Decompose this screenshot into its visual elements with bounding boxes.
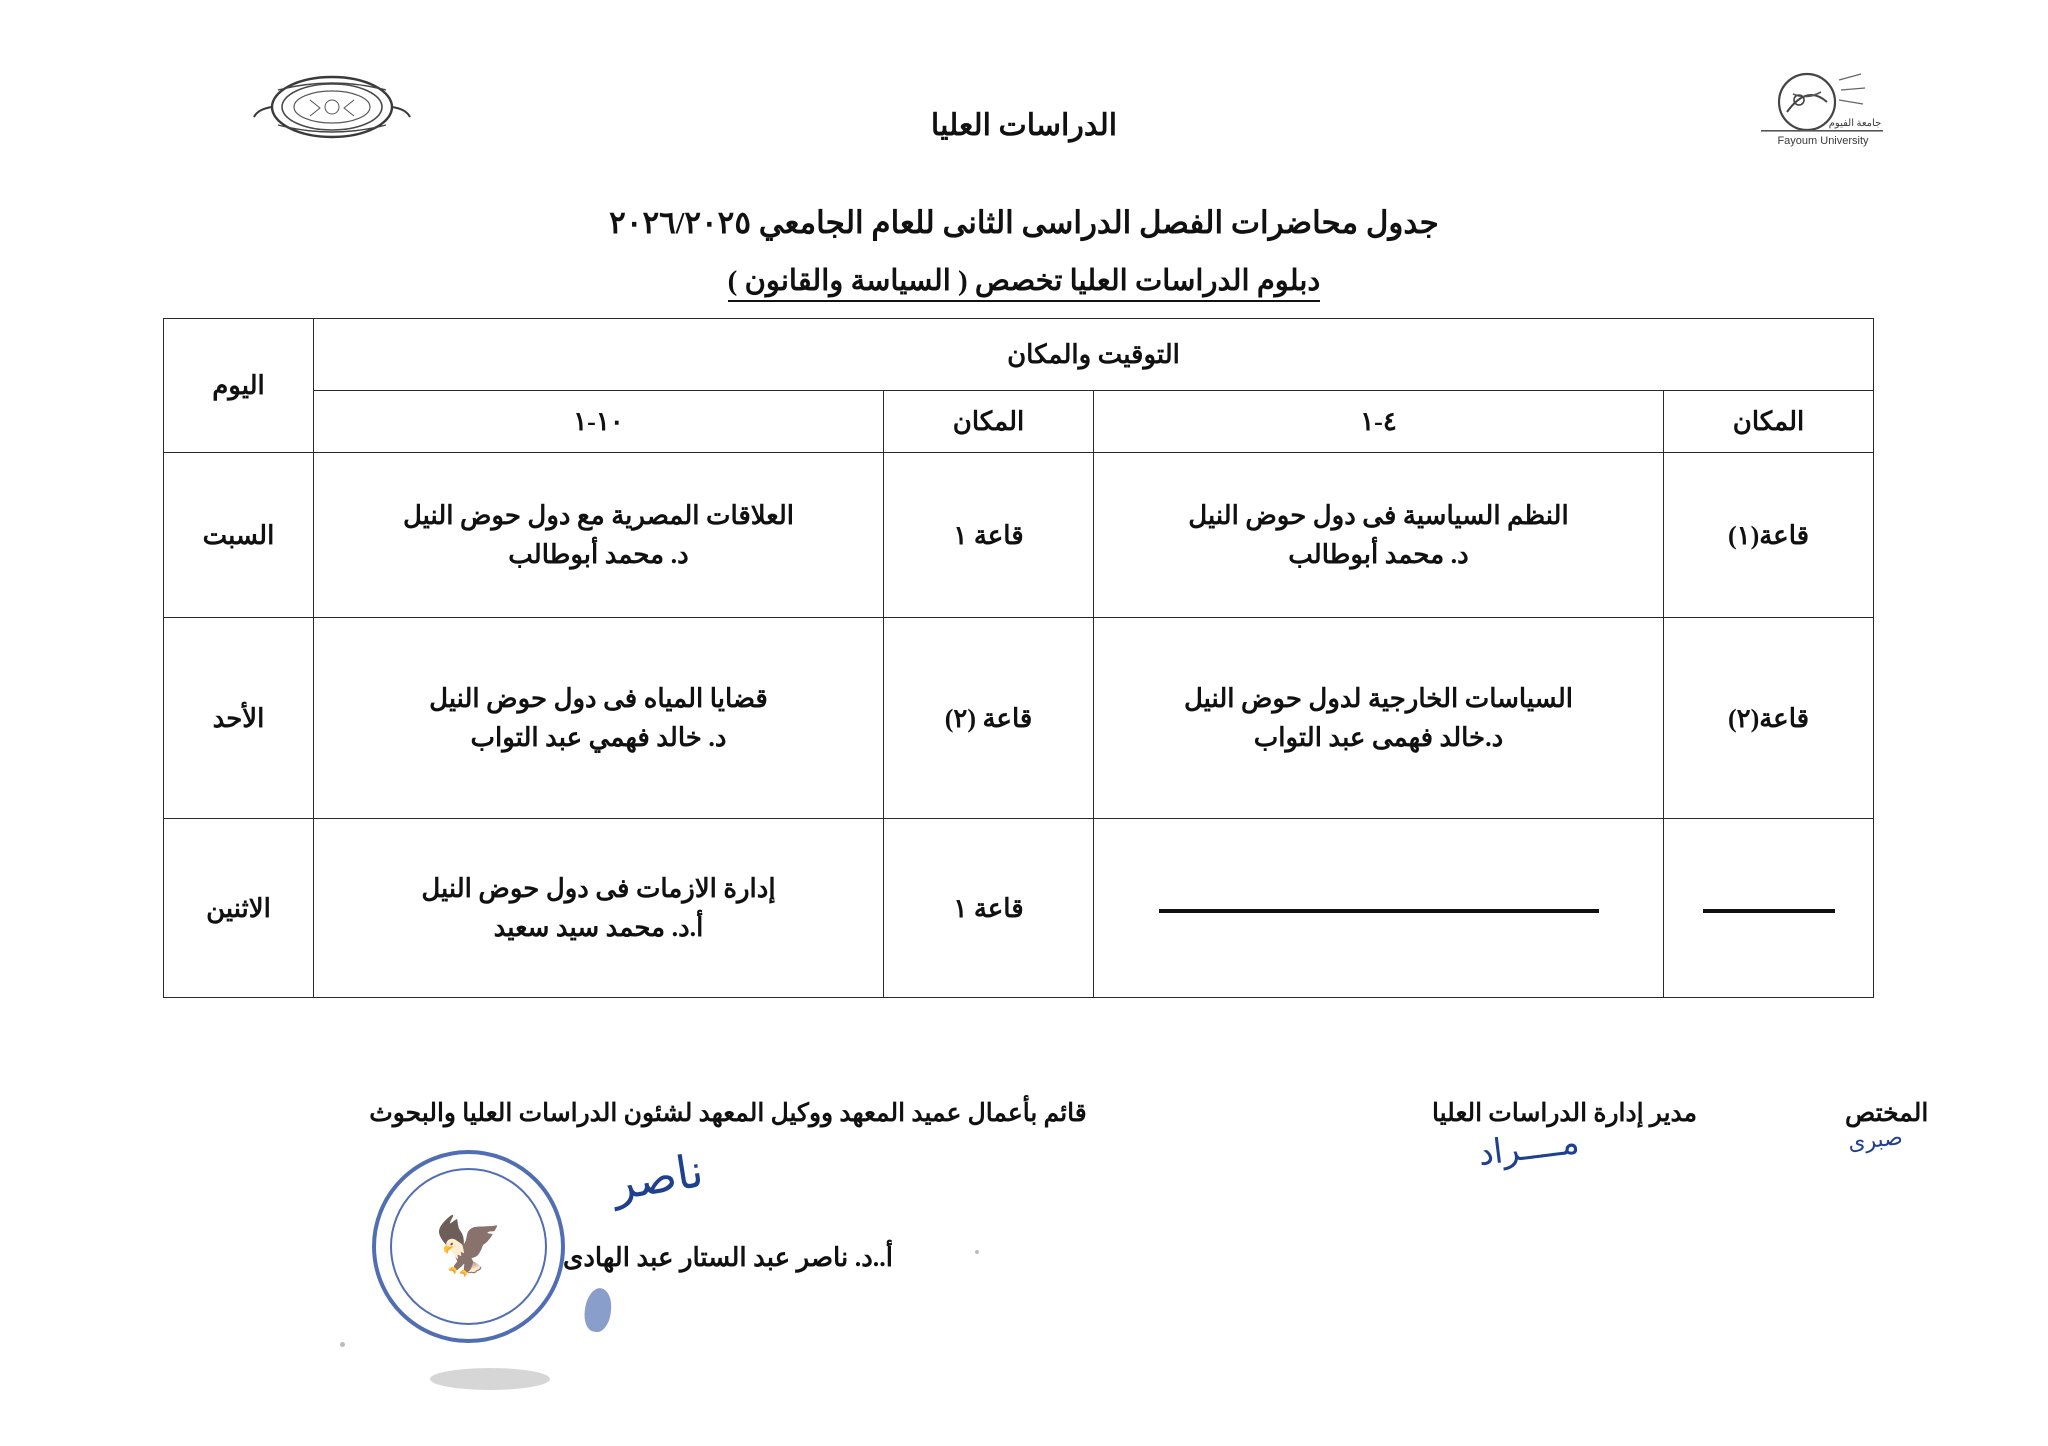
scan-speck — [340, 1342, 345, 1347]
cell-day: الأحد — [163, 618, 313, 819]
header-place-slot1: المكان — [884, 391, 1094, 453]
table-header-row-1 — [163, 319, 1873, 391]
scan-speck — [975, 1250, 979, 1254]
svg-text:Fayoum University: Fayoum University — [1777, 135, 1869, 147]
ink-smudge — [582, 1286, 614, 1333]
header-place-slot2: المكان — [1664, 391, 1874, 453]
instructor-name: د. خالد فهمي عبد التواب — [470, 723, 727, 752]
instructor-name: أ.د. محمد سيد سعيد — [493, 913, 704, 942]
page-title-line2 — [0, 263, 2048, 298]
cell-place-slot2: قاعة(١) — [1664, 453, 1874, 618]
svg-text:جامعة الفيوم: جامعة الفيوم — [1828, 118, 1882, 129]
table-row — [163, 819, 1873, 998]
course-name: قضايا المياه فى دول حوض النيل — [429, 684, 768, 713]
page-title-line2-underlined: دبلوم الدراسات العليا تخصص ( السياسة والقانون ) — [728, 265, 1321, 302]
cell-place-slot1: قاعة ١ — [884, 453, 1094, 618]
header-slot2-time: ٤-١ — [1094, 391, 1664, 453]
official-stamp — [372, 1150, 565, 1343]
cell-day: السبت — [163, 453, 313, 618]
empty-placeholder-dash — [1159, 909, 1599, 913]
course-name: النظم السياسية فى دول حوض النيل — [1188, 501, 1569, 530]
header-day: اليوم — [163, 319, 313, 453]
cell-course-slot2-empty — [1094, 819, 1664, 998]
table-row — [163, 453, 1873, 618]
cell-place-slot2-empty — [1664, 819, 1874, 998]
schedule-table-wrapper — [184, 318, 1874, 998]
cell-course-slot1 — [313, 618, 883, 819]
cell-course-slot1 — [313, 453, 883, 618]
footer-specialist-label: المختص — [1845, 1100, 1929, 1127]
instructor-name: د. محمد أبوطالب — [1288, 540, 1469, 569]
table-header-row-2 — [163, 391, 1873, 453]
footer-gs-director-title: مدير إدارة الدراسات العليا — [1432, 1100, 1698, 1127]
dean-signature: ناصر — [608, 1143, 707, 1211]
empty-placeholder-dash — [1703, 909, 1835, 913]
footer-dean-name: أ..د. ناصر عبد الستار عبد الهادى — [562, 1243, 894, 1272]
header-slot1-time: ١٠-١ — [313, 391, 883, 453]
page-title-line1: جدول محاضرات الفصل الدراسى الثانى للعام الجامعي ٢٠٢٦/٢٠٢٥ — [609, 205, 1439, 240]
cell-course-slot2 — [1094, 618, 1664, 819]
instructor-name: د. محمد أبوطالب — [508, 540, 689, 569]
cell-place-slot2: قاعة(٢) — [1664, 618, 1874, 819]
header-graduate-studies-label: الدراسات العليا — [930, 109, 1118, 142]
cell-place-slot1: قاعة ١ — [884, 819, 1094, 998]
scan-artifact — [430, 1368, 550, 1390]
gs-director-signature: مــــراد — [1475, 1121, 1582, 1175]
footer-dean-title: قائم بأعمال عميد المعهد ووكيل المعهد لشئون الدراسات العليا والبحوث — [369, 1100, 1087, 1127]
specialist-signature: صبرى — [1846, 1125, 1904, 1156]
instructor-name: د.خالد فهمى عبد التواب — [1253, 723, 1504, 752]
cell-course-slot2 — [1094, 453, 1664, 618]
course-name: إدارة الازمات فى دول حوض النيل — [421, 874, 776, 903]
course-name: العلاقات المصرية مع دول حوض النيل — [402, 501, 794, 530]
cell-place-slot1: قاعة (٢) — [884, 618, 1094, 819]
header-time-and-place: التوقيت والمكان — [313, 319, 1873, 391]
course-name: السياسات الخارجية لدول حوض النيل — [1183, 684, 1574, 713]
eagle-emblem-icon: 🦅 — [433, 1215, 504, 1278]
cell-course-slot1 — [313, 819, 883, 998]
schedule-table — [163, 318, 1874, 998]
table-row — [163, 618, 1873, 819]
cell-day: الاثنين — [163, 819, 313, 998]
